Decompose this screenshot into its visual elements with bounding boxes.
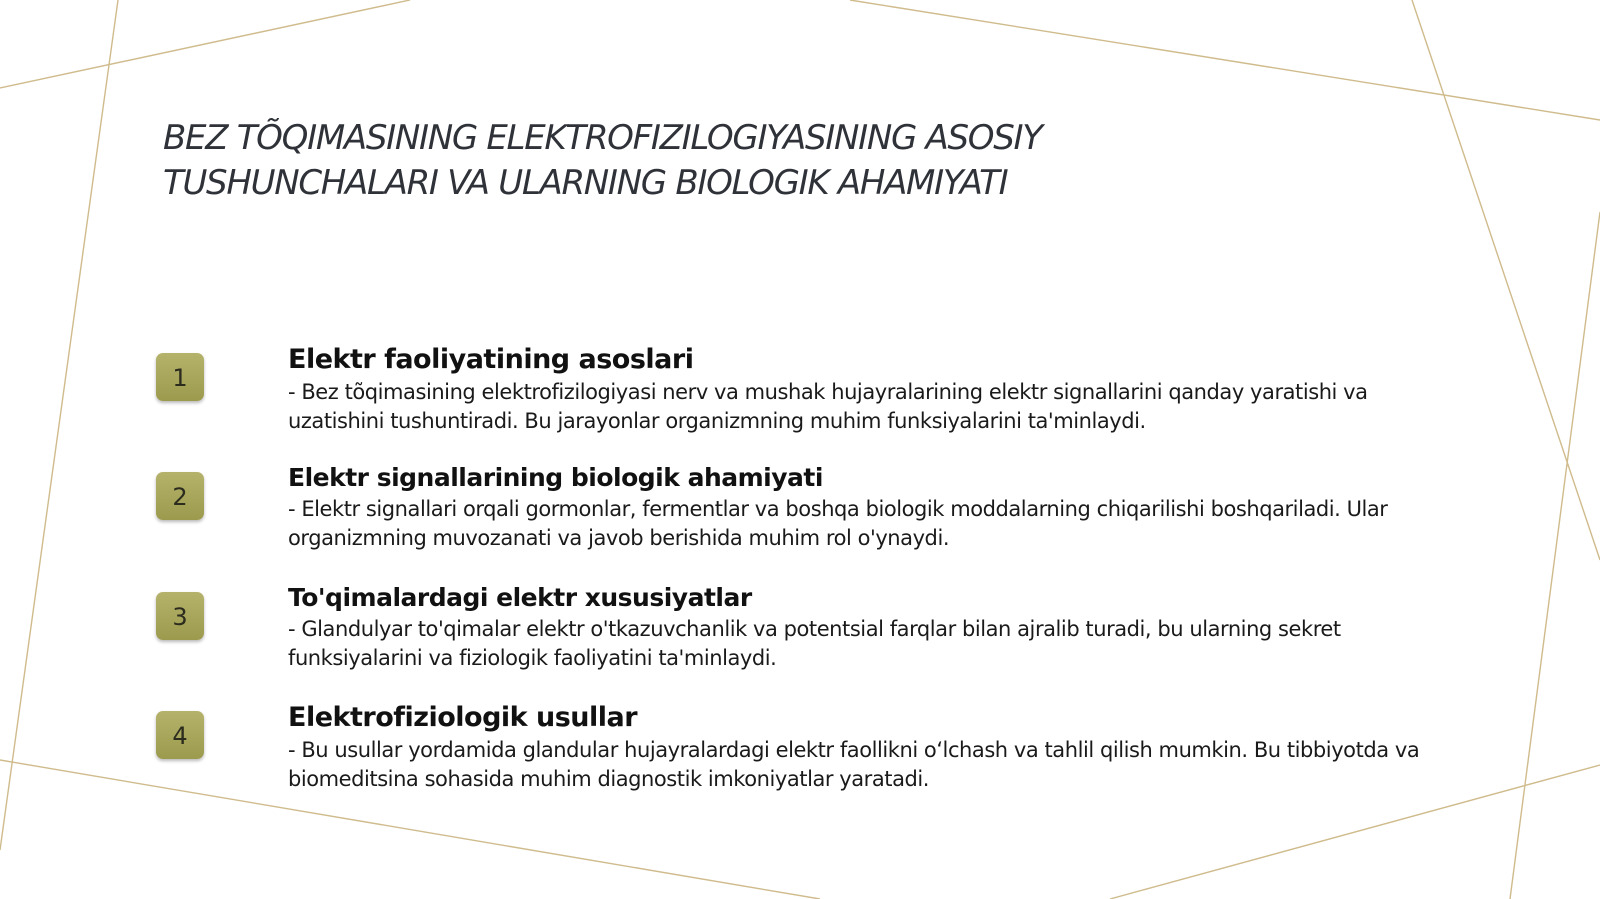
item-heading-2: Elektr signallarining biologik ahamiyati	[288, 463, 823, 492]
slide-title-line-2: TUSHUNCHALARI VA ULARNING BIOLOGIK AHAMIYATI	[163, 163, 1008, 203]
list-item-body-2	[288, 461, 1458, 553]
item-text-4: - Bu usullar yordamida glandular hujayralardagi elektr faollikni oʻlchash va tahlil qilish mumkin. Bu tibbiyotda va biomeditsina sohasida muhim diagnostik imkoniyatlar yaratadi.	[288, 738, 1420, 791]
item-heading-3: To'qimalardagi elektr xususiyatlar	[288, 583, 752, 612]
number-badge-3: 3	[156, 592, 204, 640]
item-heading-4: Elektrofiziologik usullar	[288, 702, 638, 733]
item-text-1: - Bez tõqimasining elektrofizilogiyasi nerv va mushak hujayralarining elektr signallarini qanday yaratishi va uzatishini tushuntiradi. Bu jarayonlar organizmning muhim funksiyalarini ta'minlaydi.	[288, 380, 1368, 433]
list-item-body-3	[288, 581, 1458, 673]
number-badge-2: 2	[156, 472, 204, 520]
list-item-body-1	[288, 342, 1458, 436]
list-item-body-4	[288, 700, 1458, 794]
item-heading-1: Elektr faoliyatining asoslari	[288, 344, 694, 375]
number-badge-4: 4	[156, 711, 204, 759]
item-text-3: - Glandulyar to'qimalar elektr o'tkazuvchanlik va potentsial farqlar bilan ajralib turadi, bu ularning sekret funksiyalarini va fiziologik faoliyatini ta'minlaydi.	[288, 617, 1341, 670]
item-text-2: - Elektr signallari orqali gormonlar, fermentlar va boshqa biologik moddalarning chiqarilishi boshqariladi. Ular organizmning muvozanati va javob berishida muhim rol o'ynaydi.	[288, 497, 1388, 550]
number-badge-1: 1	[156, 353, 204, 401]
slide-title-line-1: BEZ TÕQIMASINING ELEKTROFIZILOGIYASINING ASOSIY	[163, 118, 1042, 158]
